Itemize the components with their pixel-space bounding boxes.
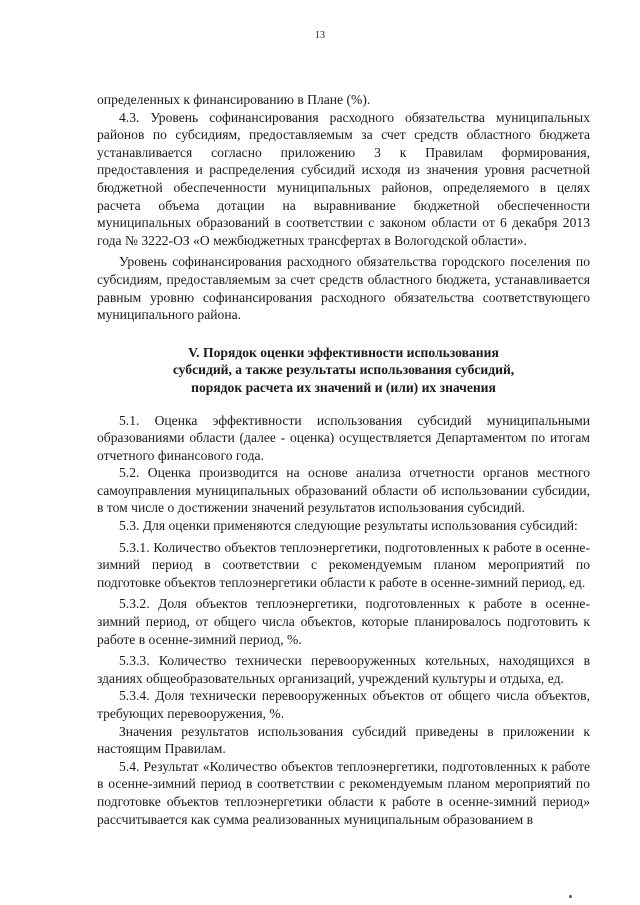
paragraph-results-appendix: Значения результатов использования субсидий приведены в приложении к настоящим Правилам.	[97, 723, 590, 757]
document-body	[97, 91, 590, 828]
paragraph-5-3-2: 5.3.2. Доля объектов теплоэнергетики, подготовленных к работе в осенне-зимний период, от общего числа объектов, которые планировалось подготовить к работе в осенне-зимний период, %.	[97, 596, 590, 647]
paragraph-4-3: 4.3. Уровень софинансирования расходного обязательства муниципальных районов по субсидиям, предоставляемым за счет средств областного бюджета устанавливается согласно приложению 3 к Правилам формирования, предоставления и распределения субсидий исходя из значения уровня расчетной бюджетной обеспеченности муниципальных районов, определяемого в целях расчета объема дотации на выравнивание бюджетной обеспеченности муниципальных образований в соответствии с законом области от 6 декабря 2013 года № 3222-ОЗ «О межбюджетных трансфертах в Вологодской области».	[97, 109, 590, 248]
paragraph-5-3-4: 5.3.4. Доля технически перевооруженных объектов от общего числа объектов, требующих перевооружения, %.	[97, 688, 590, 721]
paragraph-5-3: 5.3. Для оценки применяются следующие результаты использования субсидий:	[119, 518, 578, 534]
paragraph-5-3-3: 5.3.3. Количество технически перевооруженных котельных, находящихся в зданиях общеобразовательных организаций, учреждений культуры и отдыха, ед.	[97, 653, 590, 686]
paragraph-5-4: 5.4. Результат «Количество объектов теплоэнергетики, подготовленных к работе в осенне-зимний период в соответствии с рекомендуемым планом мероприятий по подготовке объектов теплоэнергетики области к работе в осенне-зимний период» рассчитывается как сумма реализованных муниципальным образованием в	[97, 758, 590, 827]
paragraph-5-1: 5.1. Оценка эффективности использования субсидий муниципальными образованиями области (далее - оценка) осуществляется Департаментом по итогам отчетного финансового года.	[97, 412, 590, 463]
section-heading-line: субсидий, а также результаты использования субсидий,	[172, 362, 515, 378]
page-number: 13	[315, 30, 325, 41]
paragraph-continuation: определенных к финансированию в Плане (%).	[97, 92, 371, 107]
paragraph-5-3-1: 5.3.1. Количество объектов теплоэнергетики, подготовленных к работе в осенне-зимний период в соответствии с рекомендуемым планом мероприятий по подготовке объектов теплоэнергетики области к работе в осенне-зимний период, ед.	[97, 539, 590, 590]
paragraph-5-2: 5.2. Оценка производится на основе анализа отчетности органов местного самоуправления муниципальных образований области об использовании субсидии, в том числе о достижении значений результатов использования субсидий.	[97, 465, 590, 516]
section-heading-line: порядок расчета их значений и (или) их значения	[191, 379, 496, 395]
section-heading-line: V. Порядок оценки эффективности использования	[188, 344, 499, 360]
section-heading-v	[97, 344, 590, 397]
paragraph-cofinancing-settlement: Уровень софинансирования расходного обязательства городского поселения по субсидиям, предоставляемым за счет средств областного бюджета, устанавливается равным уровню софинансирования расходного обязательства соответствующего муниципального района.	[97, 254, 590, 323]
scan-speck	[569, 895, 572, 898]
